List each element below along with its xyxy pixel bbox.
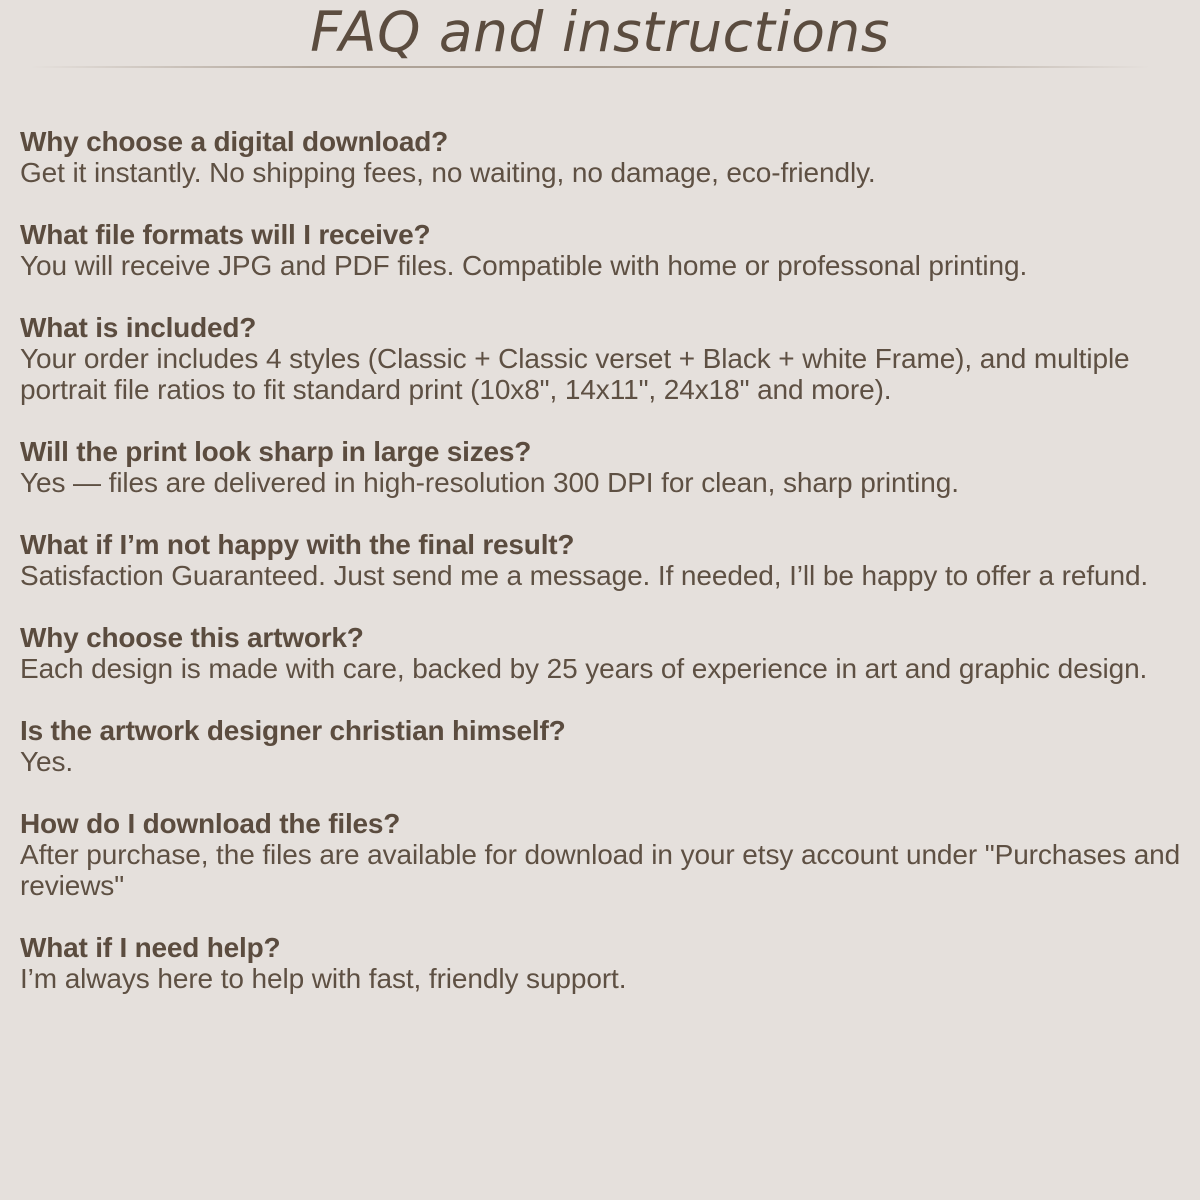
faq-question: What if I need help? bbox=[20, 932, 281, 963]
faq-question: Why choose this artwork? bbox=[20, 622, 364, 653]
faq-answer: After purchase, the files are available for download in your etsy account under "Purchases and reviews" bbox=[20, 839, 1181, 901]
faq-question: What if I’m not happy with the final result? bbox=[20, 529, 575, 560]
faq-answer: Yes. bbox=[20, 746, 74, 777]
faq-question: What is included? bbox=[20, 312, 257, 343]
faq-item bbox=[20, 808, 1185, 901]
faq-answer: Each design is made with care, backed by 25 years of experience in art and graphic design. bbox=[20, 653, 1148, 684]
faq-item bbox=[20, 715, 1185, 777]
faq-answer: Your order includes 4 styles (Classic + Classic verset + Black + white Frame), and multiple portrait file ratios to fit standard print (10x8", 14x11", 24x18" and more). bbox=[20, 343, 1130, 405]
faq-list bbox=[20, 126, 1185, 1025]
page-title: FAQ and instructions bbox=[310, 0, 890, 64]
faq-question: Is the artwork designer christian himself? bbox=[20, 715, 566, 746]
faq-item bbox=[20, 312, 1185, 405]
faq-answer: You will receive JPG and PDF files. Compatible with home or professonal printing. bbox=[20, 250, 1028, 281]
faq-item bbox=[20, 219, 1185, 281]
faq-answer: Yes — files are delivered in high-resolution 300 DPI for clean, sharp printing. bbox=[20, 467, 959, 498]
faq-item bbox=[20, 126, 1185, 188]
faq-question: Why choose a digital download? bbox=[20, 126, 449, 157]
faq-question: What file formats will I receive? bbox=[20, 219, 431, 250]
faq-answer: Satisfaction Guaranteed. Just send me a message. If needed, I’ll be happy to offer a refund. bbox=[20, 560, 1149, 591]
faq-item bbox=[20, 529, 1185, 591]
faq-question: How do I download the files? bbox=[20, 808, 401, 839]
faq-item bbox=[20, 436, 1185, 498]
faq-answer: I’m always here to help with fast, friendly support. bbox=[20, 963, 627, 994]
faq-answer: Get it instantly. No shipping fees, no waiting, no damage, eco-friendly. bbox=[20, 157, 876, 188]
faq-item bbox=[20, 932, 1185, 994]
faq-item bbox=[20, 622, 1185, 684]
faq-question: Will the print look sharp in large sizes? bbox=[20, 436, 532, 467]
title-divider bbox=[30, 66, 1150, 68]
